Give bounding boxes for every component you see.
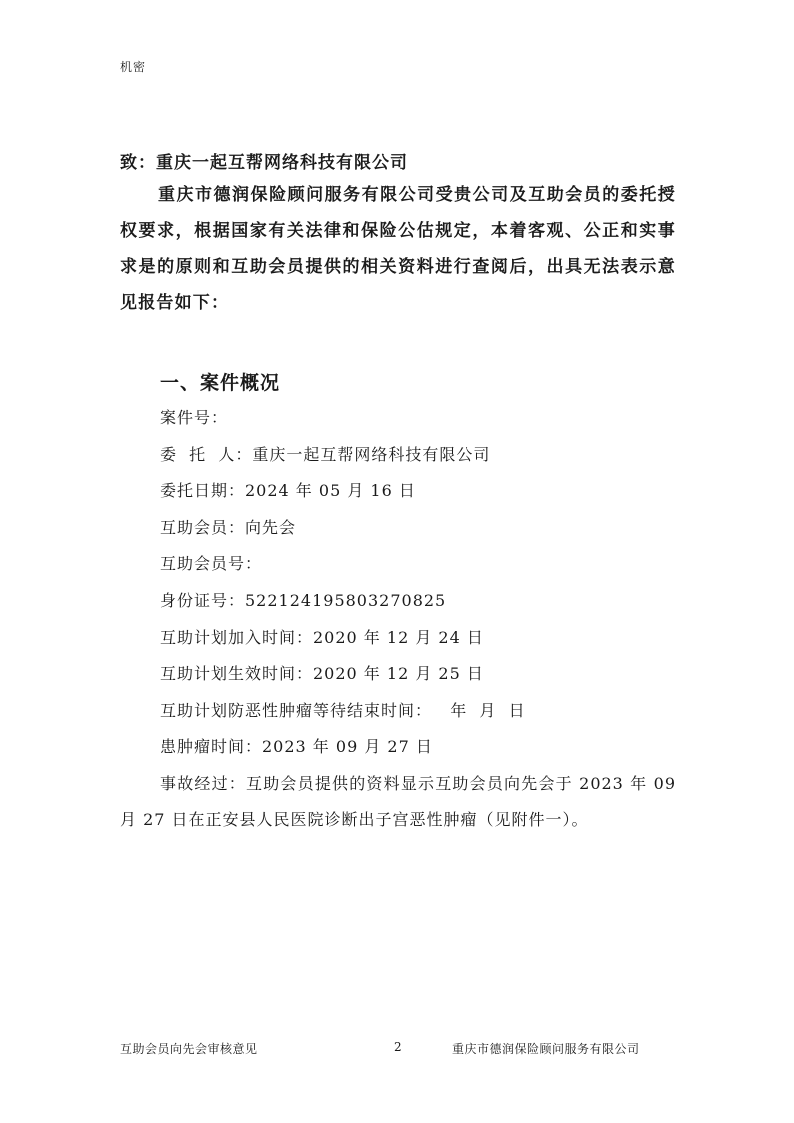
field-join-date: 互助计划加入时间：2020 年 12 月 24 日 (160, 627, 484, 647)
footer-page-number: 2 (394, 1040, 403, 1054)
intro-paragraph: 重庆市德润保险顾问服务有限公司受贵公司及互助会员的委托授权要求，根据国家有关法律和保险公估规定，本着客观、公正和实事求是的原则和互助会员提供的相关资料进行查阅后，出具无法表示意见报告如下： (120, 185, 676, 313)
accident-paragraph: 事故经过：互助会员提供的资料显示互助会员向先会于 2023 年 09 月 27 日在正安县人民医院诊断出子宫恶性肿瘤（见附件一）。 (120, 774, 676, 829)
footer-document-title: 互助会员向先会审核意见 (120, 1042, 258, 1056)
field-id-number: 身份证号：522124195803270825 (160, 590, 447, 610)
field-effective-date: 互助计划生效时间：2020 年 12 月 25 日 (160, 664, 484, 684)
field-client: 委 托 人：重庆一起互帮网络科技有限公司 (160, 444, 491, 464)
field-member-name: 互助会员：向先会 (160, 517, 297, 537)
field-case-number: 案件号： (160, 408, 229, 427)
field-waiting-end-date: 互助计划防恶性肿瘤等待结束时间： 年 月 日 (160, 700, 526, 720)
addressee-line: 致：重庆一起互帮网络科技有限公司 (120, 153, 408, 173)
section-title-case-overview: 一、案件概况 (160, 372, 281, 394)
field-member-number: 互助会员号： (160, 554, 263, 574)
field-commission-date: 委托日期：2024 年 05 月 16 日 (160, 481, 416, 501)
confidential-mark: 机密 (120, 60, 147, 74)
field-diagnosis-date: 患肿瘤时间：2023 年 09 月 27 日 (160, 737, 433, 757)
footer-company-name: 重庆市德润保险顾问服务有限公司 (452, 1042, 640, 1056)
case-fields-list (160, 400, 680, 766)
